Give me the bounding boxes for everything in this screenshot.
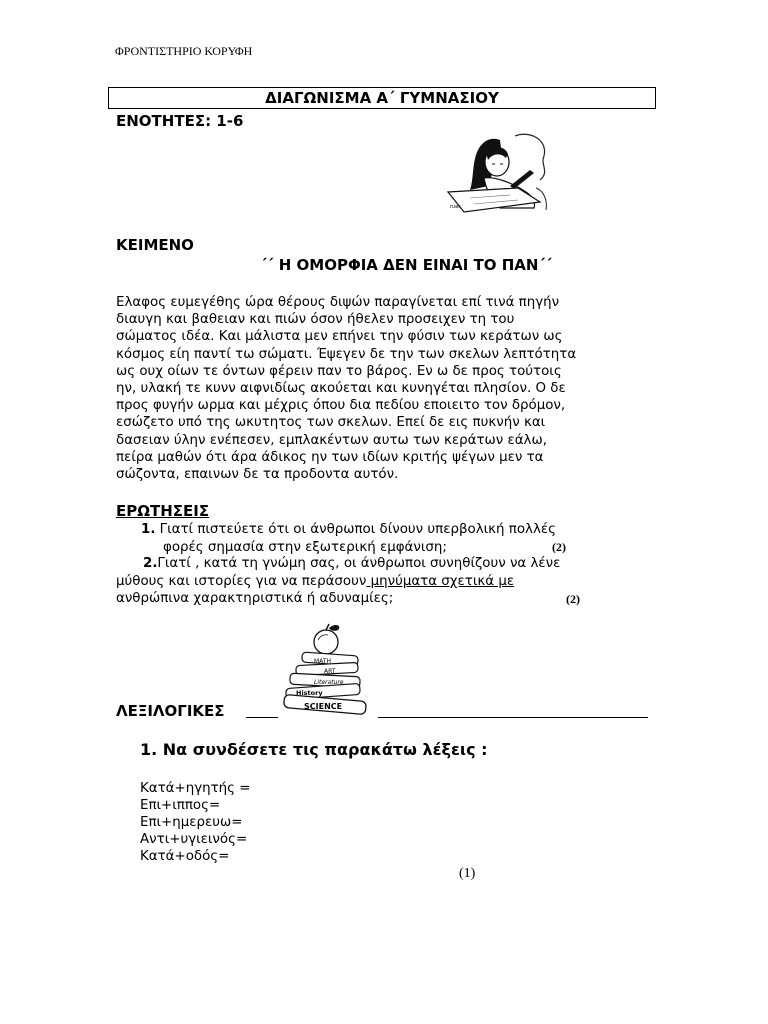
question-2-line-3: ανθρώπινα χαρακτηριστικά ή αδυναμίες; bbox=[116, 591, 394, 606]
book-label: ART bbox=[324, 668, 336, 675]
exam-title: ΔΙΑΓΩΝΙΣΜΑ Α΄ ΓΥΜΝΑΣΙΟΥ bbox=[108, 87, 656, 109]
question-2-line-2-part-b: μηνύματα σχετικά με bbox=[366, 574, 515, 589]
question-2-points: (2) bbox=[566, 592, 580, 606]
question-2-text: Γιατί , κατά τη γνώμη σας, οι άνθρωποι συνηθίζουν να λένε bbox=[157, 556, 561, 571]
lexical-heading: ΛΕΞΙΛΟΓΙΚΕΣ bbox=[116, 702, 225, 720]
passage-line: ως ουχ οίων τε όντων φέρειν παν το βάρος. Εν ω δε προς τούτοις bbox=[116, 363, 562, 379]
book-label: History bbox=[296, 689, 323, 697]
text-title: ΄΄ Η ΟΜΟΡΦΙΑ ΔΕΝ ΕΙΝΑΙ ΤΟ ΠΑΝ΄΄ bbox=[260, 256, 552, 274]
task-1-points bbox=[459, 866, 475, 882]
question-1-number: 1. bbox=[141, 522, 156, 537]
passage-line: προς φυγήν ωρμα και μέχρις όπου δια πεδίου εποιειτο τον δρόμον, bbox=[116, 398, 566, 414]
compound-word-item: Αντι+υγιεινός= bbox=[140, 832, 248, 847]
compound-word-item: Κατά+οδός= bbox=[140, 849, 230, 864]
word-list bbox=[140, 780, 251, 865]
compound-word-item: Κατά+ηγητής = bbox=[140, 781, 251, 796]
passage-line: εσώζετο υπό της ωκυτητος των σκελων. Επεί δε εις πυκνήν και bbox=[116, 415, 546, 431]
passage-line: σώζοντα, επαινων δε τα προδοντα αυτόν. bbox=[116, 467, 399, 483]
compound-word-item: Επι+ιππος= bbox=[140, 798, 221, 813]
question-2-line-2 bbox=[116, 573, 514, 590]
units-label: ΕΝΟΤΗΤΕΣ: 1-6 bbox=[116, 112, 244, 130]
question-1-points: (2) bbox=[552, 540, 566, 554]
school-header: ΦΡΟΝΤΙΣΤΗΡΙΟ ΚΟΡΥΦΗ bbox=[115, 44, 253, 58]
questions-heading: ΕΡΩΤΗΣΕΙΣ bbox=[116, 502, 210, 520]
answer-line bbox=[378, 717, 648, 718]
passage-line: σώματος ιδέα. Και μάλιστα μεν επήνει την φύσιν των κεράτων ως bbox=[116, 329, 563, 345]
passage-line: κόσμος είη παντί τω σώματι. Έψεγεν δε την των σκελων λεπτότητα bbox=[116, 346, 577, 362]
question-2-line-1 bbox=[143, 555, 560, 572]
text-section-heading: ΚΕΙΜΕΝΟ bbox=[116, 236, 194, 254]
question-1-line-2: φορές σημασία στην εξωτερική εμφάνιση; bbox=[163, 540, 447, 555]
passage bbox=[116, 294, 656, 483]
task-1-points-value: (1) bbox=[459, 866, 476, 881]
passage-line: ην, υλακή τε κυνν αιφνιδίως ακούεται και κυνηγέται πλησίον. Ο δε bbox=[116, 381, 566, 397]
question-1-line-1 bbox=[141, 521, 556, 538]
passage-line: Ελαφος ευμεγέθης ώρα θέρους διψών παραγίνεται επί τινά πηγήν bbox=[116, 295, 560, 310]
question-1-text: Γιατί πιστεύετε ότι οι άνθρωποι δίνουν υπερβολική πολλές bbox=[159, 522, 556, 537]
lexical-heading-underline bbox=[246, 717, 278, 718]
svg-text:ruer: ruer bbox=[450, 204, 461, 210]
task-1-heading: 1. Να συνδέσετε τις παρακάτω λέξεις : bbox=[140, 740, 488, 759]
compound-word-item: Επι+ημερευω= bbox=[140, 815, 243, 830]
book-label: SCIENCE bbox=[304, 702, 343, 711]
passage-line: δασειαν ύλην ενέπεσεν, εμπλακέντων αυτω των κεράτων εάλω, bbox=[116, 432, 547, 448]
question-2-line-2-part-a: μύθους και ιστορίες για να περάσουν bbox=[116, 574, 367, 589]
question-2-number: 2. bbox=[143, 556, 158, 571]
book-label: Literature bbox=[314, 679, 344, 686]
book-label: MATH bbox=[314, 658, 331, 665]
student-writing-illustration bbox=[440, 128, 555, 218]
passage-line: διαυγη και βαθειαν και πιών όσον ήθελεν προσειχεν τη του bbox=[116, 312, 515, 328]
books-apple-illustration bbox=[278, 622, 378, 718]
passage-line: πείρα μαθών ότι άρα άδικος ην των ιδίων κριτής ψέγων μεν τα bbox=[116, 449, 544, 465]
